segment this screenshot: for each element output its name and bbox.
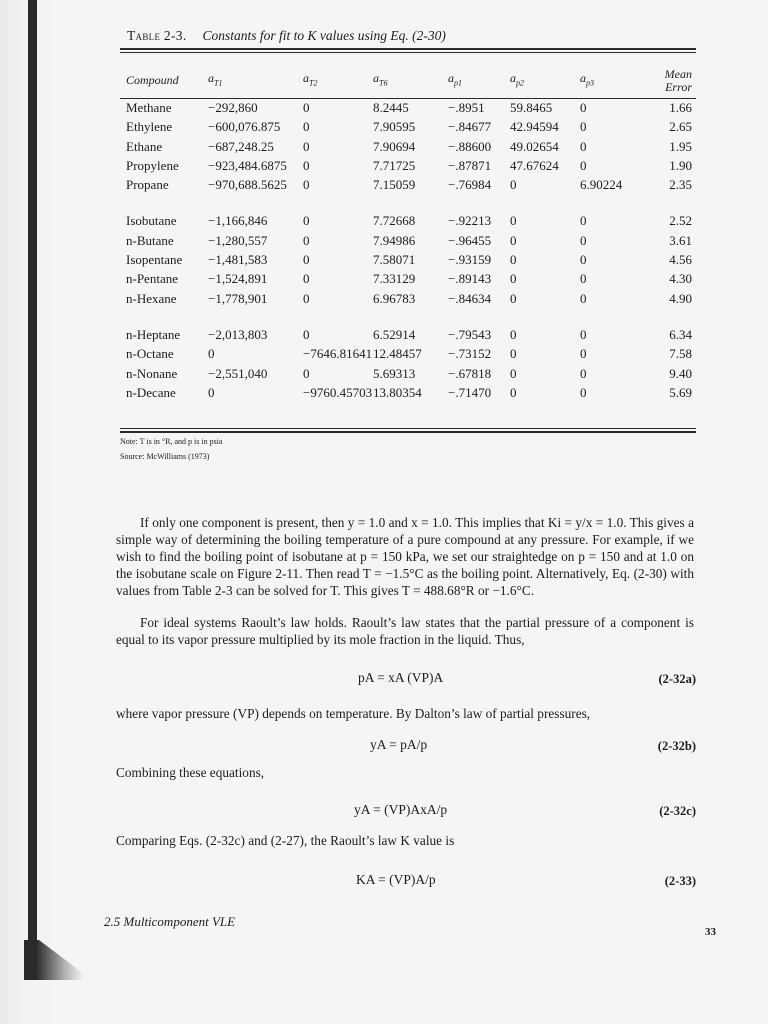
- header-aT6: $a_{T6}$: [373, 71, 388, 88]
- table-cell: 42.94594: [510, 119, 559, 135]
- paragraph-3: where vapor pressure (VP) depends on temperature. By Dalton’s law of partial pressures,: [116, 706, 591, 721]
- table-cell: 2.52: [669, 213, 692, 229]
- table-cell: 0: [303, 252, 310, 268]
- table-row: [120, 98, 696, 117]
- table-cell: 5.69: [669, 384, 692, 400]
- table-cell: −.67818: [448, 365, 492, 381]
- table-cell: 8.2445: [373, 100, 409, 115]
- table-cell: −7646.81641: [303, 346, 373, 362]
- table-cell: 0: [208, 384, 215, 400]
- table-bottom-rule-thick: [120, 431, 696, 433]
- compound-name-cell: Isopentane: [126, 252, 183, 268]
- equation-2-32c: yA = (VP)AxA/p: [354, 802, 448, 817]
- table-cell: −.79543: [448, 326, 492, 342]
- table-number: Table 2-3.: [127, 28, 187, 43]
- table-cell: −.8951: [448, 100, 485, 115]
- table-cell: 6.34: [669, 326, 692, 342]
- compound-name-cell: n-Heptane: [126, 326, 181, 342]
- table-row: [120, 364, 696, 383]
- table-cell: 0: [303, 157, 310, 173]
- table-cell: 0: [580, 138, 587, 154]
- equation-2-33: KA = (VP)A/p: [356, 872, 436, 887]
- table-cell: −292,860: [208, 100, 258, 115]
- table-cell: −.93159: [448, 252, 492, 268]
- table-cell: 0: [580, 365, 587, 381]
- section-footer: 2.5 Multicomponent VLE: [104, 914, 236, 929]
- compound-name-cell: n-Decane: [126, 384, 176, 400]
- equation-label-2-32c: (2-32c): [659, 804, 696, 818]
- compound-name-cell: Propylene: [126, 157, 179, 173]
- table-row: [120, 175, 696, 194]
- table-cell: 0: [510, 232, 517, 248]
- equation-label-2-32a: (2-32a): [658, 672, 696, 686]
- table-cell: −.89143: [448, 271, 492, 287]
- paragraph-4: Combining these equations,: [116, 765, 265, 780]
- table-row: [120, 137, 696, 156]
- table-cell: 0: [510, 365, 517, 381]
- table-cell: 47.67624: [510, 157, 559, 173]
- table-cell: 2.65: [669, 119, 692, 135]
- compound-name-cell: n-Hexane: [126, 290, 177, 306]
- table-group-spacer: [120, 308, 696, 325]
- table-cell: −.92213: [448, 213, 492, 229]
- table-cell: 9.40: [669, 365, 692, 381]
- compound-name-cell: n-Octane: [126, 346, 174, 362]
- header-mean-error: Mean Error: [664, 67, 692, 94]
- compound-name-cell: Propane: [126, 177, 169, 193]
- table-cell: 0: [510, 252, 517, 268]
- table-cell: 1.90: [669, 157, 692, 173]
- table-cell: −.71470: [448, 384, 492, 400]
- header-compound: Compound: [126, 73, 179, 88]
- compound-name-cell: Ethane: [126, 138, 163, 154]
- table-cell: 13.80354: [373, 384, 422, 400]
- table-cell: 0: [303, 213, 310, 229]
- table-cell: 0: [208, 346, 215, 362]
- table-cell: 1.66: [669, 100, 692, 115]
- compound-name-cell: Methane: [126, 100, 172, 115]
- paragraph-2: For ideal systems Raoult’s law holds. Raoult’s law states that the partial pressure of a component is equal to its vapor pressure multiplied by its mole fraction in the liquid. Thus,: [116, 615, 694, 647]
- table-cell: 0: [580, 290, 587, 306]
- header-ap2: $a_{p2}$: [510, 71, 524, 88]
- table-cell: 4.90: [669, 290, 692, 306]
- table-row: [120, 344, 696, 363]
- table-cell: 0: [510, 384, 517, 400]
- paragraph-1: If only one component is present, then y = 1.0 and x = 1.0. This implies that Ki = y/x = 1.0. This gives a simple way of determining the boiling temperature of a pure compound at any pressure. For example, if we wish to find the boiling point of isobutane at p = 150 kPa, we set our straightedge on p = 150 and at 1.0 on the isobutane scale on Figure 2-11. Then read T = −1.5°C as the boiling point. Alternatively, Eq. (2-30) with values from Table 2-3 can be solved for T. This gives T = 488.68°R or −1.6°C.: [116, 515, 694, 598]
- header-aT2: $a_{T2}$: [303, 71, 318, 88]
- table-cell: 0: [303, 365, 310, 381]
- table-row: [120, 289, 696, 308]
- table-cell: 7.90694: [373, 138, 416, 154]
- table-cell: 7.94986: [373, 232, 416, 248]
- table-cell: 0: [580, 119, 587, 135]
- table-cell: 7.71725: [373, 157, 416, 173]
- table-cell: 0: [303, 119, 310, 135]
- table-cell: 7.15059: [373, 177, 416, 193]
- table-cell: 1.95: [669, 138, 692, 154]
- table-cell: 0: [510, 346, 517, 362]
- table-cell: 0: [303, 232, 310, 248]
- table-cell: 0: [303, 326, 310, 342]
- table-cell: 7.90595: [373, 119, 416, 135]
- table-cell: 6.52914: [373, 326, 416, 342]
- table-cell: 0: [303, 138, 310, 154]
- header-ap1: $a_{p1}$: [448, 71, 462, 88]
- equation-label-2-33: (2-33): [664, 874, 696, 888]
- table-cell: 0: [580, 271, 587, 287]
- table-cell: 0: [510, 271, 517, 287]
- table-cell: −687,248.25: [208, 138, 274, 154]
- table-row: [120, 250, 696, 269]
- table-cell: 7.72668: [373, 213, 416, 229]
- table-cell: 0: [303, 177, 310, 193]
- table-cell: 0: [580, 346, 587, 362]
- table-row: [120, 211, 696, 230]
- table-top-rule: [120, 48, 696, 50]
- table-note: Note: T is in °R, and p is in psia: [120, 437, 223, 446]
- table-cell: 0: [303, 100, 310, 115]
- table-cell: 3.61: [669, 232, 692, 248]
- equation-2-32b: yA = pA/p: [370, 737, 428, 752]
- table-group-spacer: [120, 194, 696, 211]
- table-row: [120, 117, 696, 136]
- table-cell: −600,076.875: [208, 119, 281, 135]
- table-cell: −.84634: [448, 290, 492, 306]
- table-cell: 0: [303, 271, 310, 287]
- table-cell: −9760.45703: [303, 384, 373, 400]
- table-cell: 7.58: [669, 346, 692, 362]
- table-cell: −1,481,583: [208, 252, 268, 268]
- table-cell: 6.90224: [580, 177, 623, 193]
- table-cell: 7.33129: [373, 271, 416, 287]
- table-source: Source: McWilliams (1973): [120, 452, 210, 461]
- table-cell: 0: [510, 326, 517, 342]
- table-cell: 0: [510, 177, 517, 193]
- binding-edge: [28, 0, 37, 970]
- table-cell: 0: [580, 384, 587, 400]
- table-cell: −.88600: [448, 138, 492, 154]
- binding-shadow: [0, 0, 22, 1024]
- page-number: 33: [705, 926, 716, 938]
- table-cell: 7.58071: [373, 252, 416, 268]
- table-body: [120, 98, 696, 402]
- paragraph-5: Comparing Eqs. (2-32c) and (2-27), the Raoult’s law K value is: [116, 833, 455, 848]
- table-cell: −.73152: [448, 346, 492, 362]
- table-cell: 4.56: [669, 252, 692, 268]
- table-cell: 12.48457: [373, 346, 422, 362]
- table-cell: −923,484.6875: [208, 157, 287, 173]
- table-top-rule-thin: [120, 52, 696, 53]
- table-cell: 0: [580, 252, 587, 268]
- table-cell: 0: [580, 100, 587, 115]
- table-cell: −.84677: [448, 119, 492, 135]
- table-cell: 0: [510, 290, 517, 306]
- compound-name-cell: n-Pentane: [126, 271, 178, 287]
- table-cell: −2,551,040: [208, 365, 268, 381]
- table-caption: [127, 28, 446, 44]
- header-aT1: $a_{T1}$: [208, 71, 223, 88]
- table-cell: 59.8465: [510, 100, 553, 115]
- table-cell: −1,166,846: [208, 213, 268, 229]
- table-cell: −1,524,891: [208, 271, 268, 287]
- k-value-constants-table: [120, 64, 696, 402]
- compound-name-cell: n-Butane: [126, 232, 174, 248]
- compound-name-cell: Isobutane: [126, 213, 177, 229]
- table-cell: −1,778,901: [208, 290, 268, 306]
- table-cell: 4.30: [669, 271, 692, 287]
- table-cell: 5.69313: [373, 365, 416, 381]
- table-cell: −.96455: [448, 232, 492, 248]
- table-cell: −.76984: [448, 177, 492, 193]
- table-cell: −.87871: [448, 157, 492, 173]
- table-header-row: [120, 64, 696, 98]
- table-row: [120, 156, 696, 175]
- table-cell: 0: [580, 213, 587, 229]
- table-row: [120, 383, 696, 402]
- table-title: Constants for fit to K values using Eq. (2-30): [202, 28, 446, 43]
- table-cell: 0: [580, 157, 587, 173]
- table-cell: 0: [303, 290, 310, 306]
- table-row: [120, 325, 696, 344]
- table-cell: −2,013,803: [208, 326, 268, 342]
- table-cell: 0: [510, 213, 517, 229]
- table-cell: 0: [580, 232, 587, 248]
- compound-name-cell: Ethylene: [126, 119, 173, 135]
- table-cell: 2.35: [669, 177, 692, 193]
- header-ap3: $a_{p3}$: [580, 71, 594, 88]
- table-cell: 6.96783: [373, 290, 416, 306]
- table-cell: 0: [580, 326, 587, 342]
- table-cell: −1,280,557: [208, 232, 268, 248]
- equation-label-2-32b: (2-32b): [657, 739, 696, 753]
- table-cell: 49.02654: [510, 138, 559, 154]
- compound-name-cell: n-Nonane: [126, 365, 178, 381]
- table-row: [120, 269, 696, 288]
- table-bottom-rule: [120, 428, 696, 429]
- table-cell: −970,688.5625: [208, 177, 287, 193]
- table-row: [120, 231, 696, 250]
- equation-2-32a: pA = xA (VP)A: [358, 670, 444, 685]
